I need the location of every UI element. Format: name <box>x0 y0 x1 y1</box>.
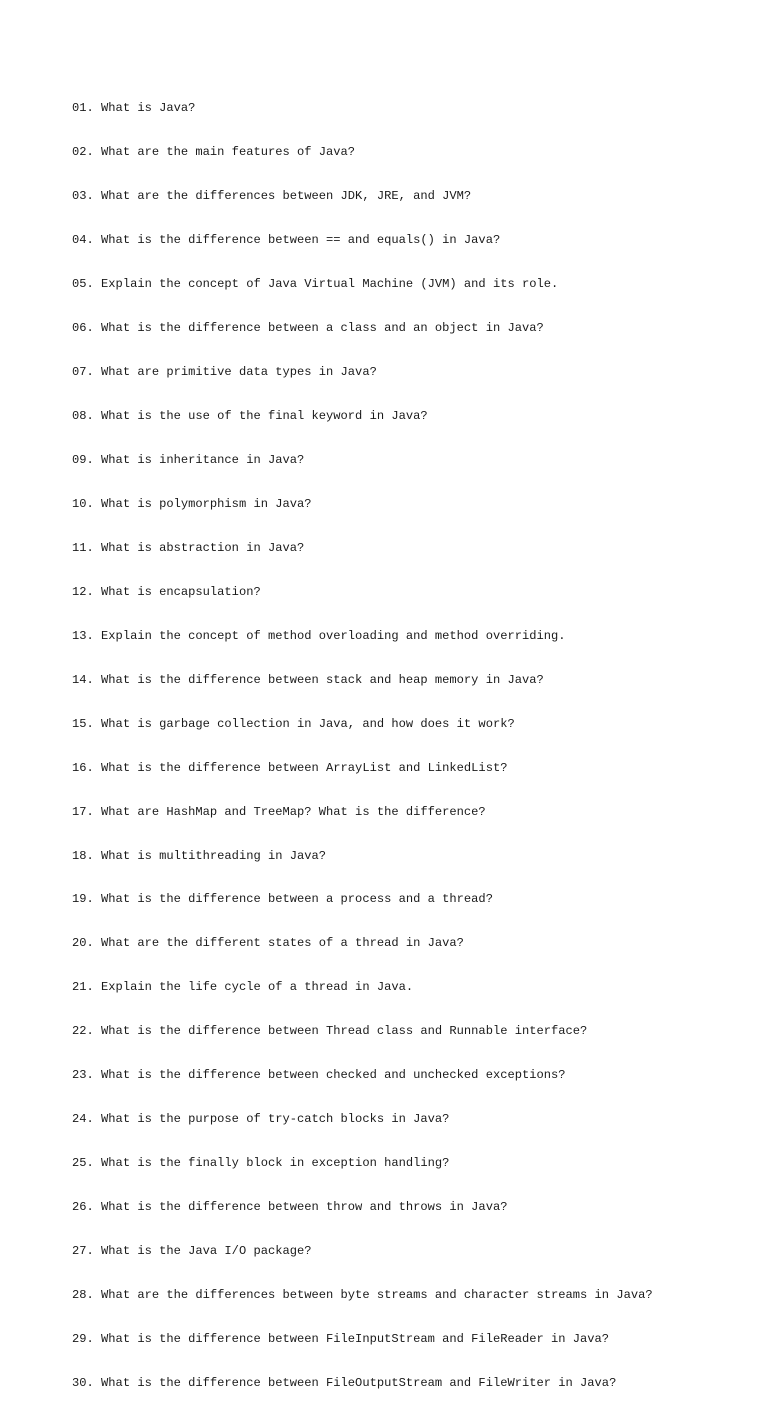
question-number: 09. <box>72 452 94 467</box>
question-number: 08. <box>72 408 94 423</box>
question-text: What is the use of the final keyword in Java? <box>101 408 428 423</box>
question-text: What is the difference between Thread class and Runnable interface? <box>101 1024 588 1039</box>
question-text: What is inheritance in Java? <box>101 452 305 467</box>
question-number: 14. <box>72 672 94 687</box>
question-text: What is the difference between FileOutputStream and FileWriter in Java? <box>101 1375 617 1390</box>
question-item <box>72 453 653 468</box>
question-item <box>72 673 653 688</box>
question-number: 22. <box>72 1024 94 1039</box>
question-text: What is the purpose of try-catch blocks in Java? <box>101 1112 450 1127</box>
question-text: What is the difference between a process and a thread? <box>101 892 493 907</box>
question-item <box>72 805 653 820</box>
question-number: 29. <box>72 1332 94 1346</box>
question-text: What is encapsulation? <box>101 584 261 599</box>
question-number: 16. <box>72 760 94 775</box>
question-number: 27. <box>72 1244 94 1259</box>
question-text: Explain the life cycle of a thread in Java. <box>101 980 414 995</box>
question-text: What are HashMap and TreeMap? What is the difference? <box>101 804 486 819</box>
question-text: What is the difference between checked and unchecked exceptions? <box>101 1068 566 1083</box>
question-text: What is the difference between ArrayList and LinkedList? <box>101 760 508 775</box>
question-item <box>72 1332 653 1347</box>
question-number: 26. <box>72 1200 94 1215</box>
question-list <box>72 72 653 1420</box>
question-text: What is garbage collection in Java, and how does it work? <box>101 716 515 731</box>
question-number: 23. <box>72 1068 94 1083</box>
question-number: 11. <box>72 540 94 555</box>
question-number: 04. <box>72 233 94 248</box>
question-number: 19. <box>72 892 94 907</box>
question-text: Explain the concept of method overloading and method overriding. <box>101 628 566 643</box>
question-text: What are the differences between byte streams and character streams in Java? <box>101 1288 653 1303</box>
question-item <box>72 980 653 995</box>
question-item <box>72 1200 653 1215</box>
question-number: 24. <box>72 1112 94 1127</box>
question-item <box>72 1068 653 1083</box>
question-item <box>72 233 653 248</box>
question-number: 21. <box>72 980 94 995</box>
question-item <box>72 541 653 556</box>
question-number: 17. <box>72 804 94 819</box>
question-text: What is the difference between throw and throws in Java? <box>101 1200 508 1215</box>
question-item <box>72 1112 653 1127</box>
question-number: 02. <box>72 145 94 160</box>
question-item <box>72 629 653 644</box>
question-number: 15. <box>72 716 94 731</box>
question-item <box>72 1024 653 1039</box>
question-number: 06. <box>72 321 94 336</box>
question-number: 28. <box>72 1288 94 1303</box>
question-number: 13. <box>72 628 94 643</box>
question-item <box>72 365 653 380</box>
question-item <box>72 892 653 907</box>
question-number: 25. <box>72 1156 94 1171</box>
question-number: 01. <box>72 101 94 116</box>
question-item <box>72 1156 653 1171</box>
question-number: 07. <box>72 365 94 380</box>
question-text: Explain the concept of Java Virtual Machine (JVM) and its role. <box>101 277 559 292</box>
question-item <box>72 409 653 424</box>
question-text: What is polymorphism in Java? <box>101 496 312 511</box>
question-item <box>72 145 653 160</box>
question-text: What is Java? <box>101 101 196 116</box>
question-text: What is the difference between FileInputStream and FileReader in Java? <box>101 1332 610 1346</box>
question-item <box>72 321 653 336</box>
question-text: What is multithreading in Java? <box>101 848 327 863</box>
question-number: 20. <box>72 936 94 951</box>
question-text: What are the main features of Java? <box>101 145 356 160</box>
question-item <box>72 717 653 732</box>
question-text: What is the difference between a class and an object in Java? <box>101 321 544 336</box>
question-text: What is abstraction in Java? <box>101 540 305 555</box>
question-text: What is the difference between == and equals() in Java? <box>101 233 501 248</box>
question-item <box>72 497 653 512</box>
question-item <box>72 761 653 776</box>
question-text: What is the difference between stack and heap memory in Java? <box>101 672 544 687</box>
question-item <box>72 936 653 951</box>
question-number: 03. <box>72 189 94 204</box>
question-item <box>72 1244 653 1259</box>
question-item <box>72 189 653 204</box>
question-text: What are primitive data types in Java? <box>101 365 377 380</box>
question-number: 10. <box>72 496 94 511</box>
question-text: What are the differences between JDK, JRE, and JVM? <box>101 189 472 204</box>
question-item <box>72 101 653 116</box>
question-number: 30. <box>72 1375 94 1390</box>
question-number: 18. <box>72 848 94 863</box>
question-item <box>72 1376 653 1391</box>
question-item <box>72 277 653 292</box>
question-text: What is the Java I/O package? <box>101 1244 312 1259</box>
question-text: What is the finally block in exception handling? <box>101 1156 450 1171</box>
question-number: 12. <box>72 584 94 599</box>
question-number: 05. <box>72 277 94 292</box>
question-item <box>72 1288 653 1303</box>
question-item <box>72 585 653 600</box>
question-text: What are the different states of a thread in Java? <box>101 936 464 951</box>
question-item <box>72 849 653 864</box>
